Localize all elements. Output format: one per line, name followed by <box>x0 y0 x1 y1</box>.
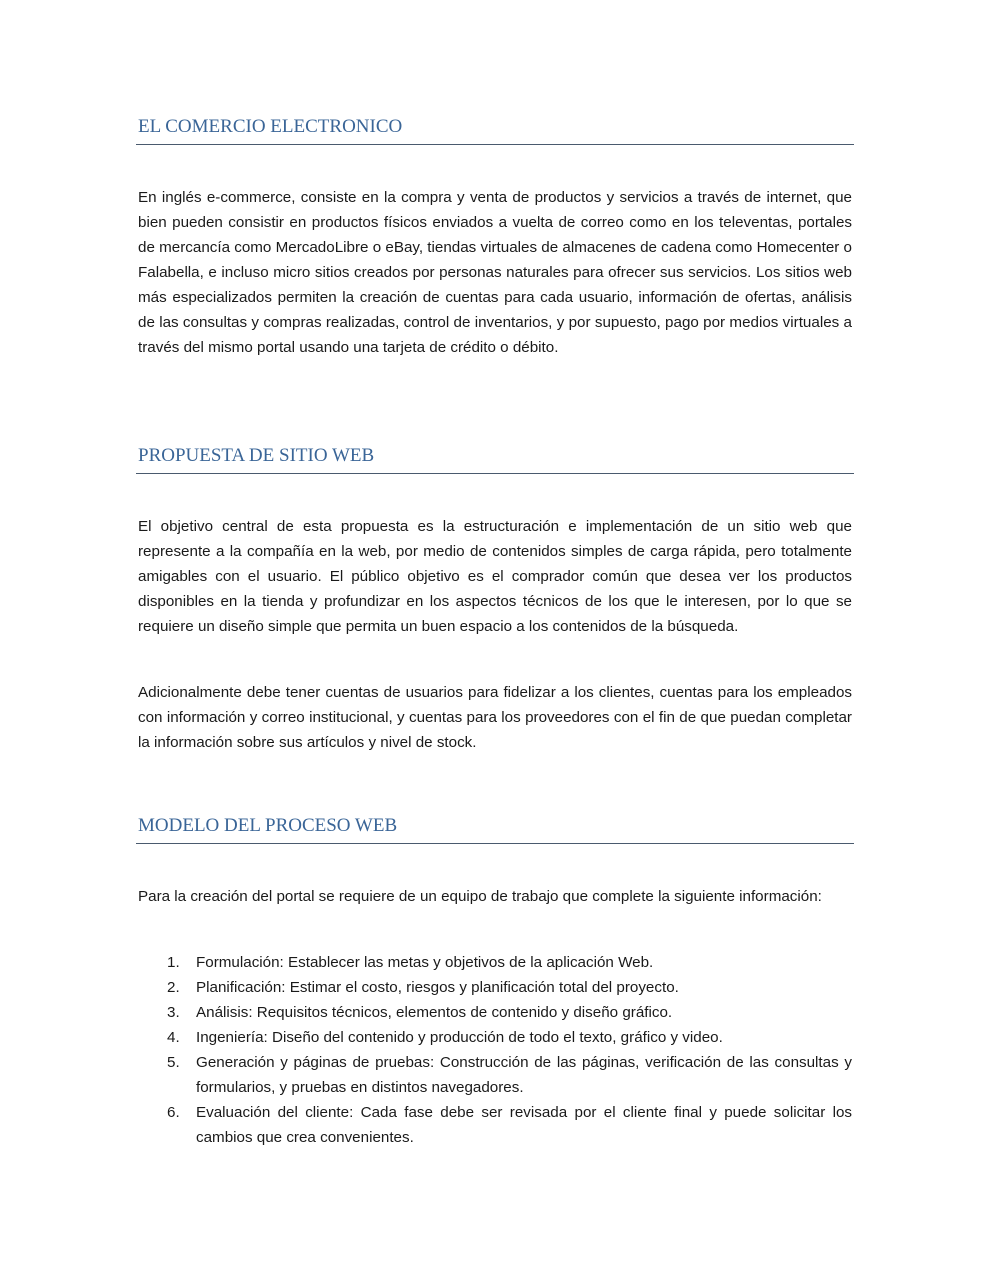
list-item-number: 6. <box>167 1104 180 1121</box>
section-heading-block <box>136 116 854 145</box>
list-item-number: 5. <box>167 1054 180 1071</box>
list-item <box>138 1000 852 1025</box>
list-item-text: Análisis: Requisitos técnicos, elementos de contenido y diseño gráfico. <box>196 1004 673 1021</box>
list-item <box>138 1025 852 1050</box>
list-item-text: Formulación: Establecer las metas y objetivos de la aplicación Web. <box>196 954 654 971</box>
paragraph-modelo-intro: Para la creación del portal se requiere de un equipo de trabajo que complete la siguiente información: <box>138 888 822 905</box>
section-heading-block <box>136 445 854 474</box>
paragraph-comercio-electronico: En inglés e-commerce, consiste en la compra y venta de productos y servicios a través de internet, que bien pueden consistir en productos físicos enviados a vuelta de correo como en los televentas, portales de mercancía como MercadoLibre o eBay, tiendas virtuales de almacenes de cadena como Homecenter o Falabella, e incluso micro sitios creados por personas naturales para ofrecer sus servicios. Los sitios web más especializados permiten la creación de cuentas para cada usuario, información de ofertas, análisis de las consultas y compras realizadas, control de inventarios, y por supuesto, pago por medios virtuales a través del mismo portal usando una tarjeta de crédito o débito. <box>138 189 852 356</box>
section-heading-comercio-electronico: EL COMERCIO ELECTRONICO <box>138 116 403 137</box>
list-item-number: 2. <box>167 979 180 996</box>
list-item <box>138 1050 852 1100</box>
process-steps-list <box>138 950 852 1150</box>
list-item-text: Ingeniería: Diseño del contenido y producción de todo el texto, gráfico y video. <box>196 1029 723 1046</box>
list-item-number: 1. <box>167 954 180 971</box>
paragraph-propuesta-objetivo: El objetivo central de esta propuesta es la estructuración e implementación de un sitio web que represente a la compañía en la web, por medio de contenidos simples de carga rápida, pero totalmente amigables con el usuario. El público objetivo es el comprador común que desea ver los productos disponibles en la tienda y profundizar en los aspectos técnicos de los que le interesen, por lo que se requiere un diseño simple que permita un buen espacio a los contenidos de la búsqueda. <box>138 518 852 635</box>
paragraph-propuesta-cuentas: Adicionalmente debe tener cuentas de usuarios para fidelizar a los clientes, cuentas para los empleados con información y correo institucional, y cuentas para los proveedores con el fin de que puedan completar la información sobre sus artículos y nivel de stock. <box>138 684 852 751</box>
list-item <box>138 1100 852 1150</box>
list-item-text: Planificación: Estimar el costo, riesgos y planificación total del proyecto. <box>196 979 679 996</box>
section-heading-modelo-proceso-web: MODELO DEL PROCESO WEB <box>138 815 398 836</box>
list-item-text: Generación y páginas de pruebas: Construcción de las páginas, verificación de las consultas y formularios, y pruebas en distintos navegadores. <box>196 1054 852 1096</box>
list-item-number: 4. <box>167 1029 180 1046</box>
list-item-text: Evaluación del cliente: Cada fase debe ser revisada por el cliente final y puede solicitar los cambios que crea convenientes. <box>196 1104 852 1146</box>
list-item <box>138 950 852 975</box>
section-heading-block <box>136 815 854 844</box>
section-heading-propuesta-sitio-web: PROPUESTA DE SITIO WEB <box>138 445 375 466</box>
list-item <box>138 975 852 1000</box>
list-item-number: 3. <box>167 1004 180 1021</box>
